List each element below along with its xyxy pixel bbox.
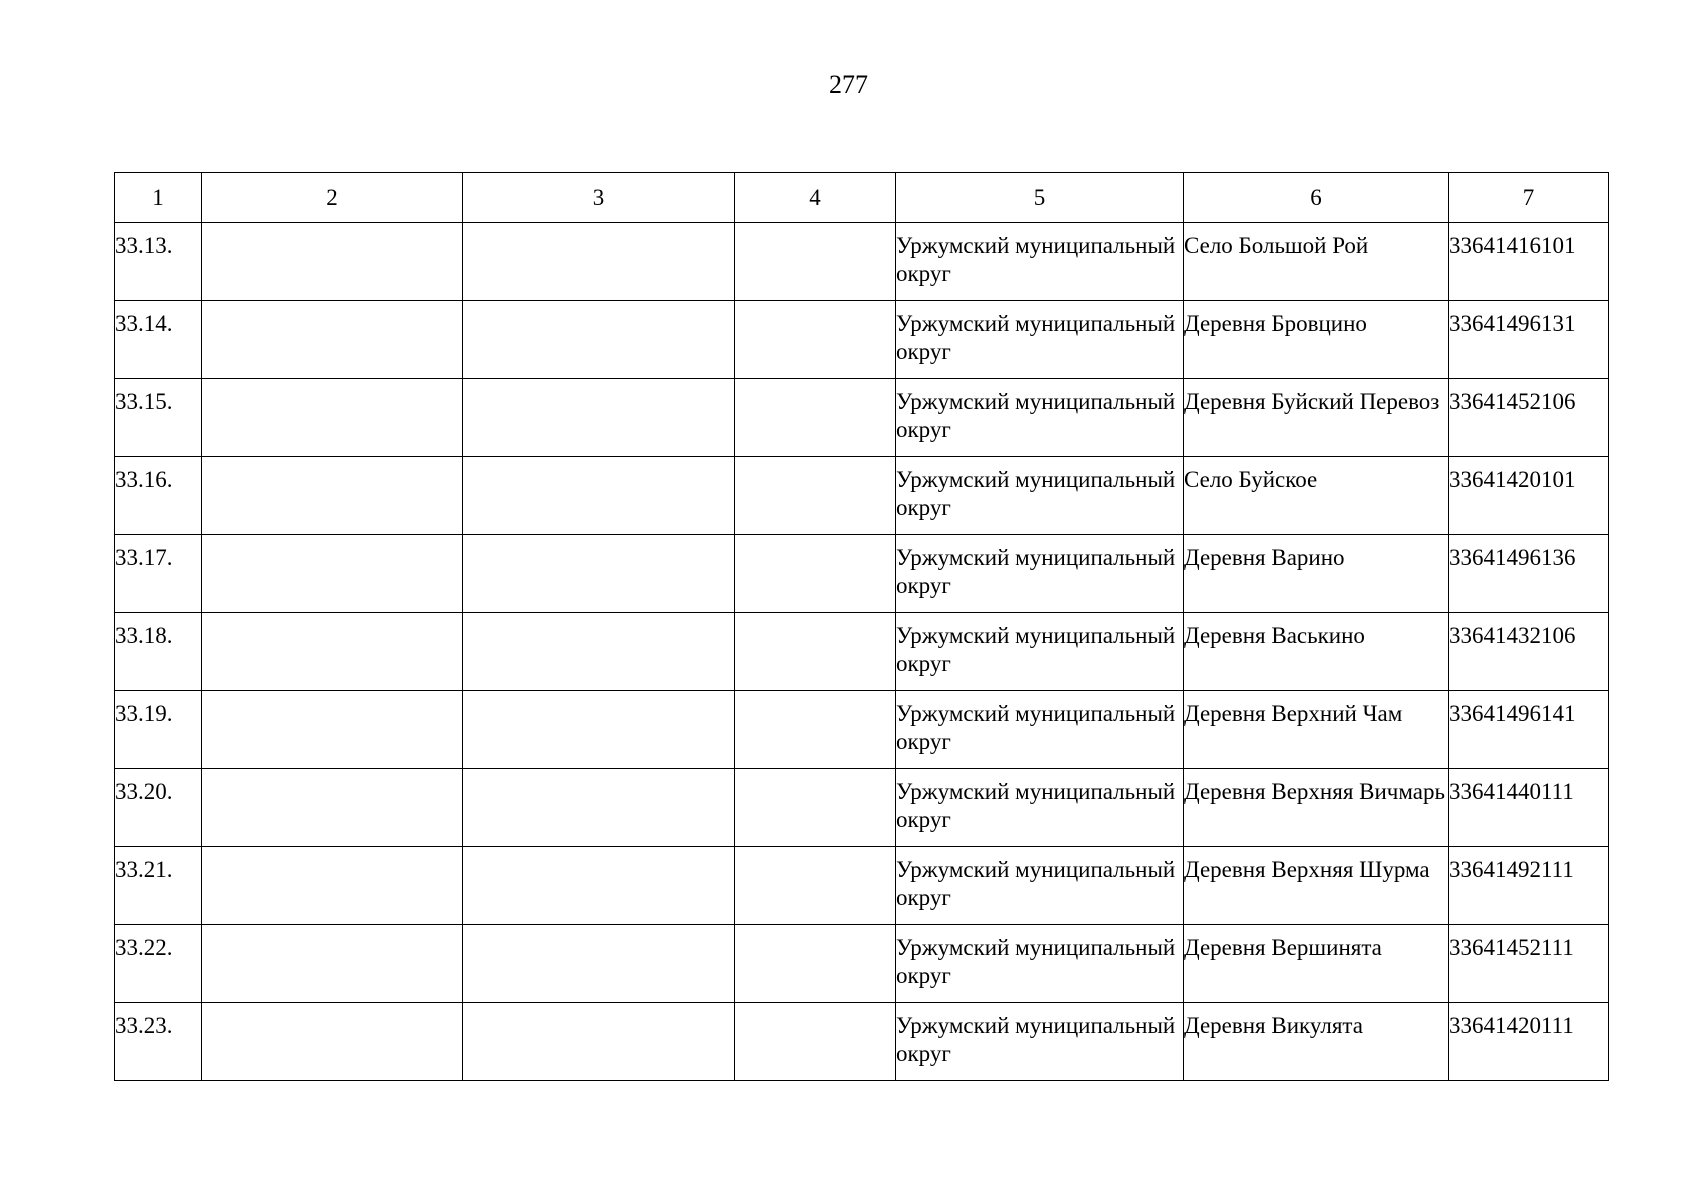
oktmo-code-cell: 33641420111 (1449, 1003, 1609, 1081)
settlement-cell: Деревня Бровцино (1184, 301, 1449, 379)
column-3-cell (463, 691, 735, 769)
oktmo-code-cell: 33641496141 (1449, 691, 1609, 769)
settlement-cell: Деревня Вершинята (1184, 925, 1449, 1003)
row-number-cell: 33.19. (115, 691, 202, 769)
row-number-cell: 33.16. (115, 457, 202, 535)
table-row (115, 925, 1609, 1003)
column-3-cell (463, 613, 735, 691)
district-cell: Уржумский муниципальный округ (896, 535, 1184, 613)
register-table (114, 172, 1609, 1081)
header-row (115, 173, 1609, 223)
column-2-cell (202, 925, 463, 1003)
column-2-cell (202, 223, 463, 301)
column-4-cell (735, 613, 896, 691)
column-header: 4 (735, 173, 896, 223)
district-cell: Уржумский муниципальный округ (896, 925, 1184, 1003)
oktmo-code-cell: 33641440111 (1449, 769, 1609, 847)
oktmo-code-cell: 33641452111 (1449, 925, 1609, 1003)
column-header: 3 (463, 173, 735, 223)
row-number-cell: 33.13. (115, 223, 202, 301)
table-row (115, 535, 1609, 613)
settlement-cell: Село Буйское (1184, 457, 1449, 535)
column-2-cell (202, 847, 463, 925)
settlement-cell: Деревня Варино (1184, 535, 1449, 613)
district-cell: Уржумский муниципальный округ (896, 847, 1184, 925)
row-number-cell: 33.22. (115, 925, 202, 1003)
column-2-cell (202, 301, 463, 379)
row-number-cell: 33.15. (115, 379, 202, 457)
column-header: 1 (115, 173, 202, 223)
page-number: 277 (829, 70, 868, 99)
column-header: 6 (1184, 173, 1449, 223)
column-3-cell (463, 223, 735, 301)
column-2-cell (202, 535, 463, 613)
district-cell: Уржумский муниципальный округ (896, 1003, 1184, 1081)
column-3-cell (463, 1003, 735, 1081)
column-2-cell (202, 691, 463, 769)
column-3-cell (463, 301, 735, 379)
settlement-cell: Деревня Буйский Перевоз (1184, 379, 1449, 457)
column-2-cell (202, 379, 463, 457)
oktmo-code-cell: 33641496131 (1449, 301, 1609, 379)
column-3-cell (463, 379, 735, 457)
column-3-cell (463, 925, 735, 1003)
column-2-cell (202, 613, 463, 691)
column-3-cell (463, 769, 735, 847)
table-row (115, 457, 1609, 535)
column-4-cell (735, 691, 896, 769)
column-4-cell (735, 379, 896, 457)
table-row (115, 223, 1609, 301)
district-cell: Уржумский муниципальный округ (896, 379, 1184, 457)
oktmo-code-cell: 33641416101 (1449, 223, 1609, 301)
column-2-cell (202, 769, 463, 847)
column-4-cell (735, 925, 896, 1003)
column-2-cell (202, 457, 463, 535)
oktmo-code-cell: 33641492111 (1449, 847, 1609, 925)
settlement-cell: Деревня Викулята (1184, 1003, 1449, 1081)
column-2-cell (202, 1003, 463, 1081)
column-4-cell (735, 301, 896, 379)
row-number-cell: 33.20. (115, 769, 202, 847)
column-4-cell (735, 847, 896, 925)
row-number-cell: 33.18. (115, 613, 202, 691)
district-cell: Уржумский муниципальный округ (896, 301, 1184, 379)
column-4-cell (735, 1003, 896, 1081)
column-header: 7 (1449, 173, 1609, 223)
column-4-cell (735, 769, 896, 847)
column-header: 2 (202, 173, 463, 223)
table-row (115, 301, 1609, 379)
district-cell: Уржумский муниципальный округ (896, 457, 1184, 535)
oktmo-code-cell: 33641432106 (1449, 613, 1609, 691)
oktmo-code-cell: 33641496136 (1449, 535, 1609, 613)
column-4-cell (735, 457, 896, 535)
district-cell: Уржумский муниципальный округ (896, 613, 1184, 691)
table-row (115, 769, 1609, 847)
row-number-cell: 33.23. (115, 1003, 202, 1081)
column-header: 5 (896, 173, 1184, 223)
district-cell: Уржумский муниципальный округ (896, 769, 1184, 847)
settlement-cell: Деревня Верхний Чам (1184, 691, 1449, 769)
settlement-cell: Деревня Васькино (1184, 613, 1449, 691)
settlement-cell: Село Большой Рой (1184, 223, 1449, 301)
table-row (115, 1003, 1609, 1081)
oktmo-code-cell: 33641420101 (1449, 457, 1609, 535)
column-3-cell (463, 535, 735, 613)
settlement-cell: Деревня Верхняя Вичмарь (1184, 769, 1449, 847)
table-row (115, 379, 1609, 457)
column-4-cell (735, 535, 896, 613)
table-row (115, 691, 1609, 769)
district-cell: Уржумский муниципальный округ (896, 223, 1184, 301)
table-row (115, 613, 1609, 691)
column-3-cell (463, 457, 735, 535)
table-body (115, 223, 1609, 1081)
table-row (115, 847, 1609, 925)
row-number-cell: 33.14. (115, 301, 202, 379)
settlement-cell: Деревня Верхняя Шурма (1184, 847, 1449, 925)
column-3-cell (463, 847, 735, 925)
row-number-cell: 33.17. (115, 535, 202, 613)
district-cell: Уржумский муниципальный округ (896, 691, 1184, 769)
column-4-cell (735, 223, 896, 301)
oktmo-code-cell: 33641452106 (1449, 379, 1609, 457)
row-number-cell: 33.21. (115, 847, 202, 925)
